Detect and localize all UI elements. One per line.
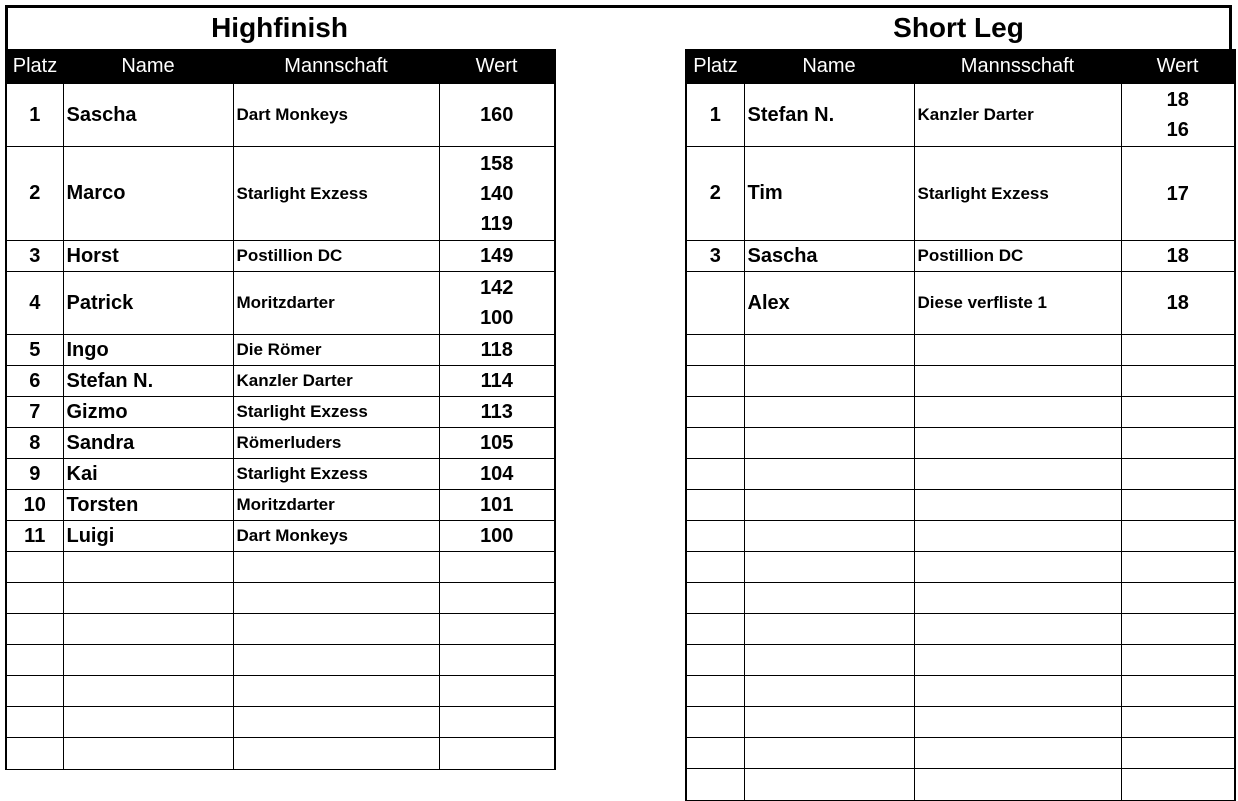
header-wert: Wert (439, 49, 555, 84)
rank-cell (686, 521, 744, 552)
rank-cell: 3 (6, 241, 63, 272)
team-cell (914, 614, 1121, 645)
name-cell (744, 707, 914, 738)
team-cell (233, 676, 439, 707)
name-cell (744, 583, 914, 614)
rank-cell (686, 769, 744, 801)
rank-cell: 4 (6, 272, 63, 335)
rank-cell (6, 552, 63, 583)
value-cell (439, 459, 555, 490)
name-cell: Tim (744, 147, 914, 241)
team-cell: Starlight Exzess (914, 147, 1121, 241)
rank-cell (6, 676, 63, 707)
rank-cell: 5 (6, 335, 63, 366)
rank-cell: 3 (686, 241, 744, 272)
name-cell (744, 459, 914, 490)
value-cell (1121, 335, 1235, 366)
value-cell (439, 147, 555, 241)
name-cell (63, 614, 233, 645)
name-cell (744, 521, 914, 552)
rank-cell (686, 707, 744, 738)
table-row (6, 397, 555, 428)
team-cell (914, 490, 1121, 521)
table-row (686, 552, 1235, 583)
rank-cell (686, 490, 744, 521)
value-cell (1121, 490, 1235, 521)
highfinish-title: Highfinish (211, 12, 348, 43)
name-cell: Stefan N. (744, 84, 914, 147)
name-cell: Torsten (63, 490, 233, 521)
name-cell (744, 769, 914, 801)
rank-cell: 2 (6, 147, 63, 241)
rank-cell: 10 (6, 490, 63, 521)
table-row (686, 521, 1235, 552)
value-cell (1121, 397, 1235, 428)
team-cell (914, 676, 1121, 707)
value-line: 100 (480, 525, 514, 547)
table-row (6, 459, 555, 490)
table-row (6, 241, 555, 272)
team-cell (233, 552, 439, 583)
value-line: 160 (480, 104, 514, 126)
team-cell: Dart Monkeys (233, 84, 439, 147)
value-cell (439, 583, 555, 614)
table-row (6, 707, 555, 738)
value-cell (439, 84, 555, 147)
table-row (686, 583, 1235, 614)
value-cell (439, 335, 555, 366)
value-line: 118 (480, 339, 513, 361)
name-cell: Sascha (744, 241, 914, 272)
table-row (686, 241, 1235, 272)
team-cell (914, 428, 1121, 459)
value-cell (439, 521, 555, 552)
table-row (6, 490, 555, 521)
value-cell (439, 272, 555, 335)
team-cell: Römerluders (233, 428, 439, 459)
rank-cell (6, 707, 63, 738)
table-row (686, 428, 1235, 459)
table-row (6, 676, 555, 707)
value-line: 16 (1166, 119, 1189, 141)
table-row (686, 614, 1235, 645)
value-cell (439, 676, 555, 707)
name-cell (63, 552, 233, 583)
value-cell (1121, 366, 1235, 397)
name-cell: Kai (63, 459, 233, 490)
table-row (6, 552, 555, 583)
table-row (6, 335, 555, 366)
value-cell (1121, 552, 1235, 583)
table-row (6, 521, 555, 552)
table-row (686, 366, 1235, 397)
rank-cell (686, 335, 744, 366)
value-line: 114 (480, 370, 513, 392)
name-cell: Stefan N. (63, 366, 233, 397)
team-cell: Moritzdarter (233, 272, 439, 335)
highfinish-table (5, 49, 556, 770)
team-cell (914, 521, 1121, 552)
team-cell (914, 335, 1121, 366)
highfinish-body (6, 84, 555, 770)
team-cell (914, 366, 1121, 397)
table-row (6, 428, 555, 459)
table-row (6, 147, 555, 241)
value-cell (439, 614, 555, 645)
value-cell (1121, 272, 1235, 335)
value-cell (1121, 769, 1235, 801)
header-platz: Platz (6, 49, 63, 84)
team-cell: Kanzler Darter (914, 84, 1121, 147)
value-cell (1121, 738, 1235, 769)
value-line: 142 (480, 277, 514, 299)
team-cell: Starlight Exzess (233, 459, 439, 490)
team-cell (233, 614, 439, 645)
rank-cell (6, 645, 63, 676)
table-row (6, 366, 555, 397)
rank-cell: 2 (686, 147, 744, 241)
name-cell: Marco (63, 147, 233, 241)
value-line: 18 (1166, 292, 1189, 314)
table-row (686, 84, 1235, 147)
team-cell: Diese verfliste 1 (914, 272, 1121, 335)
table-row (6, 738, 555, 770)
name-cell (63, 676, 233, 707)
team-cell (914, 583, 1121, 614)
rank-cell (686, 645, 744, 676)
rank-cell: 8 (6, 428, 63, 459)
value-cell (1121, 241, 1235, 272)
team-cell (914, 645, 1121, 676)
rank-cell (6, 738, 63, 770)
value-line: 100 (480, 307, 514, 329)
value-line: 18 (1166, 245, 1189, 267)
value-cell (1121, 147, 1235, 241)
name-cell (63, 645, 233, 676)
team-cell: Moritzdarter (233, 490, 439, 521)
table-row (686, 645, 1235, 676)
name-cell: Gizmo (63, 397, 233, 428)
header-mannschaft: Mannsschaft (914, 49, 1121, 84)
team-cell (233, 738, 439, 770)
value-cell (439, 366, 555, 397)
name-cell (63, 738, 233, 770)
shortleg-table (685, 49, 1236, 801)
name-cell (63, 707, 233, 738)
value-line: 18 (1166, 89, 1189, 111)
team-cell: Postillion DC (233, 241, 439, 272)
shortleg-body (686, 84, 1235, 801)
header-platz: Platz (686, 49, 744, 84)
table-row (686, 147, 1235, 241)
team-cell: Starlight Exzess (233, 397, 439, 428)
table-row (686, 335, 1235, 366)
rank-cell (686, 552, 744, 583)
value-cell (439, 241, 555, 272)
value-cell (1121, 521, 1235, 552)
name-cell (744, 614, 914, 645)
value-cell (1121, 84, 1235, 147)
name-cell: Patrick (63, 272, 233, 335)
table-row (6, 272, 555, 335)
value-cell (439, 397, 555, 428)
header-name: Name (63, 49, 233, 84)
name-cell: Horst (63, 241, 233, 272)
team-cell: Dart Monkeys (233, 521, 439, 552)
shortleg-title: Short Leg (893, 12, 1024, 43)
team-cell (914, 552, 1121, 583)
value-line: 158 (480, 152, 514, 175)
value-cell (439, 738, 555, 770)
table-row (6, 84, 555, 147)
rank-cell: 7 (6, 397, 63, 428)
table-row (686, 272, 1235, 335)
table-row (686, 676, 1235, 707)
rank-cell (686, 614, 744, 645)
rank-cell: 1 (686, 84, 744, 147)
team-cell: Die Römer (233, 335, 439, 366)
value-line: 105 (480, 432, 514, 454)
value-line: 119 (480, 212, 513, 235)
table-row (6, 614, 555, 645)
table-row (686, 490, 1235, 521)
name-cell: Alex (744, 272, 914, 335)
team-cell (914, 738, 1121, 769)
rank-cell: 11 (6, 521, 63, 552)
name-cell (744, 366, 914, 397)
rank-cell (6, 614, 63, 645)
team-cell: Postillion DC (914, 241, 1121, 272)
value-cell (439, 490, 555, 521)
team-cell (914, 769, 1121, 801)
header-name: Name (744, 49, 914, 84)
team-cell (914, 459, 1121, 490)
rank-cell: 9 (6, 459, 63, 490)
rank-cell (686, 459, 744, 490)
team-cell (233, 707, 439, 738)
name-cell (744, 335, 914, 366)
header-wert: Wert (1121, 49, 1235, 84)
name-cell: Ingo (63, 335, 233, 366)
value-cell (439, 645, 555, 676)
value-line: 17 (1166, 182, 1189, 205)
name-cell: Sascha (63, 84, 233, 147)
rank-cell (6, 583, 63, 614)
value-cell (1121, 428, 1235, 459)
table-row (686, 459, 1235, 490)
value-cell (1121, 707, 1235, 738)
name-cell (744, 428, 914, 459)
name-cell (744, 397, 914, 428)
rank-cell: 1 (6, 84, 63, 147)
name-cell: Luigi (63, 521, 233, 552)
name-cell (744, 645, 914, 676)
team-cell (233, 583, 439, 614)
rank-cell (686, 583, 744, 614)
header-row (686, 49, 1235, 84)
team-cell: Kanzler Darter (233, 366, 439, 397)
team-cell (914, 397, 1121, 428)
value-line: 140 (480, 182, 514, 205)
rank-cell (686, 428, 744, 459)
value-cell (439, 552, 555, 583)
value-line: 101 (480, 494, 514, 516)
header-row (6, 49, 555, 84)
value-line: 149 (480, 245, 514, 267)
rank-cell (686, 272, 744, 335)
value-line: 113 (480, 401, 513, 423)
value-cell (439, 707, 555, 738)
table-row (686, 707, 1235, 738)
team-cell (233, 645, 439, 676)
name-cell (744, 552, 914, 583)
value-cell (439, 428, 555, 459)
rank-cell (686, 738, 744, 769)
value-cell (1121, 645, 1235, 676)
name-cell (744, 738, 914, 769)
name-cell: Sandra (63, 428, 233, 459)
table-row (6, 583, 555, 614)
value-cell (1121, 459, 1235, 490)
team-cell (914, 707, 1121, 738)
value-cell (1121, 614, 1235, 645)
name-cell (744, 676, 914, 707)
table-row (686, 397, 1235, 428)
name-cell (63, 583, 233, 614)
header-mannschaft: Mannschaft (233, 49, 439, 84)
table-row (6, 645, 555, 676)
rank-cell (686, 366, 744, 397)
rank-cell: 6 (6, 366, 63, 397)
value-line: 104 (480, 463, 514, 485)
rank-cell (686, 397, 744, 428)
value-cell (1121, 583, 1235, 614)
team-cell: Starlight Exzess (233, 147, 439, 241)
table-row (686, 769, 1235, 801)
name-cell (744, 490, 914, 521)
rank-cell (686, 676, 744, 707)
table-row (686, 738, 1235, 769)
value-cell (1121, 676, 1235, 707)
